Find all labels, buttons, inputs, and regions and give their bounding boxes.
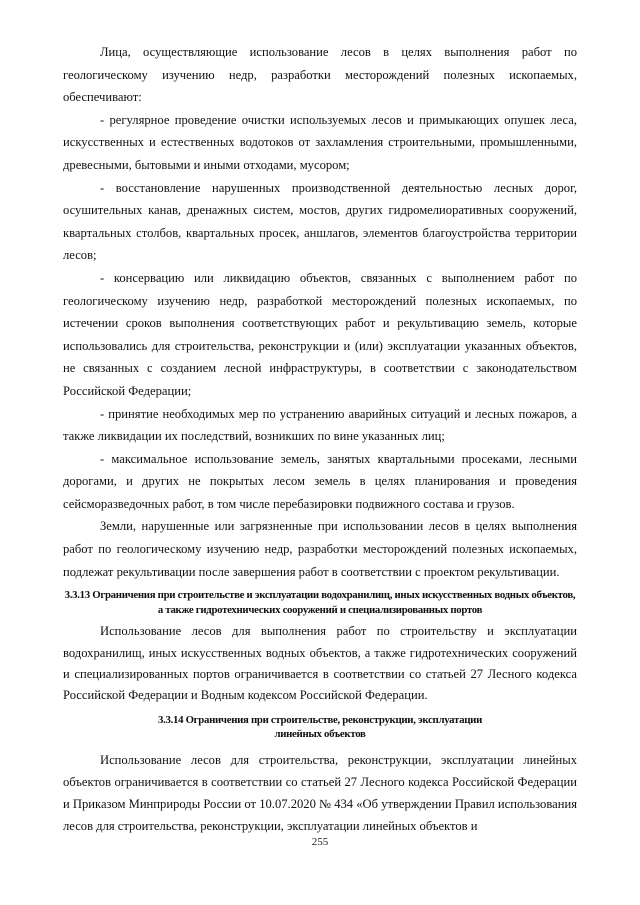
list-item-restoration: - восстановление нарушенных производственной деятельностью лесных дорог, осушительных канав, дренажных систем, мостов, других гидромелиоративных сооружений, квартальных столбов, квартальных просек, аншлагов, элементов благоустройства территории лесов; — [63, 180, 577, 263]
section-heading-3-3-13: 3.3.13 Ограничения при строительстве и эксплуатации водохранилищ, иных искусственных водных объектов, а также гидротехнических сооружений и специализированных портов — [64, 589, 576, 616]
page-number: 255 — [311, 836, 329, 848]
section-heading-3-3-14-line2: линейных объектов — [274, 728, 366, 741]
section-heading-3-3-14-line1: 3.3.14 Ограничения при строительстве, реконструкции, эксплуатации — [157, 713, 482, 726]
list-item-conservation: - консервацию или ликвидацию объектов, связанных с выполнением работ по геологическому изучению недр, разработкой месторождений полезных ископаемых, по истечении сроков выполнения соответствующих работ и рекультивацию земель, которые использовались для строительства, реконструкции и (или) эксплуатации указанных объектов, не связанных с созданием лесной инфраструктуры, в соответствии с законодательством Российской Федерации; — [63, 270, 577, 398]
page-body — [63, 41, 577, 838]
list-item-land-use: - максимальное использование земель, занятых квартальными просеками, лесными дорогами, и других не покрытых лесом земель в целях планирования и проведения сейсморазведочных работ, в том числе перебазировки подвижного состава и грузов. — [63, 451, 577, 511]
body-paragraph-recultivation: Земли, нарушенные или загрязненные при использовании лесов в целях выполнения работ по геологическому изучению недр, разработки месторождений полезных ископаемых, подлежат рекультивации после завершения работ в соответствии с проектом рекультивации. — [63, 519, 577, 579]
section-heading-3-3-14 — [63, 713, 577, 742]
body-paragraph-3-3-14: Использование лесов для строительства, реконструкции, эксплуатации линейных объектов ограничивается в соответствии со статьей 27 Лесного кодекса Российской Федерации и Приказом Минприроды России от 10.07.2020 № 434 «Об утверждении Правил использования лесов для строительства, реконструкции, эксплуатации линейных объектов и — [63, 752, 577, 834]
section-3-3-14-body — [63, 749, 577, 838]
body-paragraph-3-3-13: Использование лесов для выполнения работ по строительству и эксплуатации водохранилищ, иных искусственных водных объектов, а также гидротехнических сооружений и специализированных портов ограничивается в соответствии со статьей 27 Лесного кодекса Российской Федерации и Водным кодексом Российской Федерации. — [63, 624, 577, 703]
list-item-cleaning: - регулярное проведение очистки используемых лесов и примыкающих опушек леса, искусственных и естественных водотоков от захламления строительными, промышленными, древесными, бытовыми и иными отходами, мусором; — [63, 112, 577, 172]
body-paragraph-intro: Лица, осуществляющие использование лесов в целях выполнения работ по геологическому изучению недр, разработки месторождений полезных ископаемых, обеспечивают: — [63, 45, 577, 105]
list-item-emergency: - принятие необходимых мер по устранению аварийных ситуаций и лесных пожаров, а также ликвидации их последствий, возникших по вине указанных лиц; — [63, 406, 577, 444]
